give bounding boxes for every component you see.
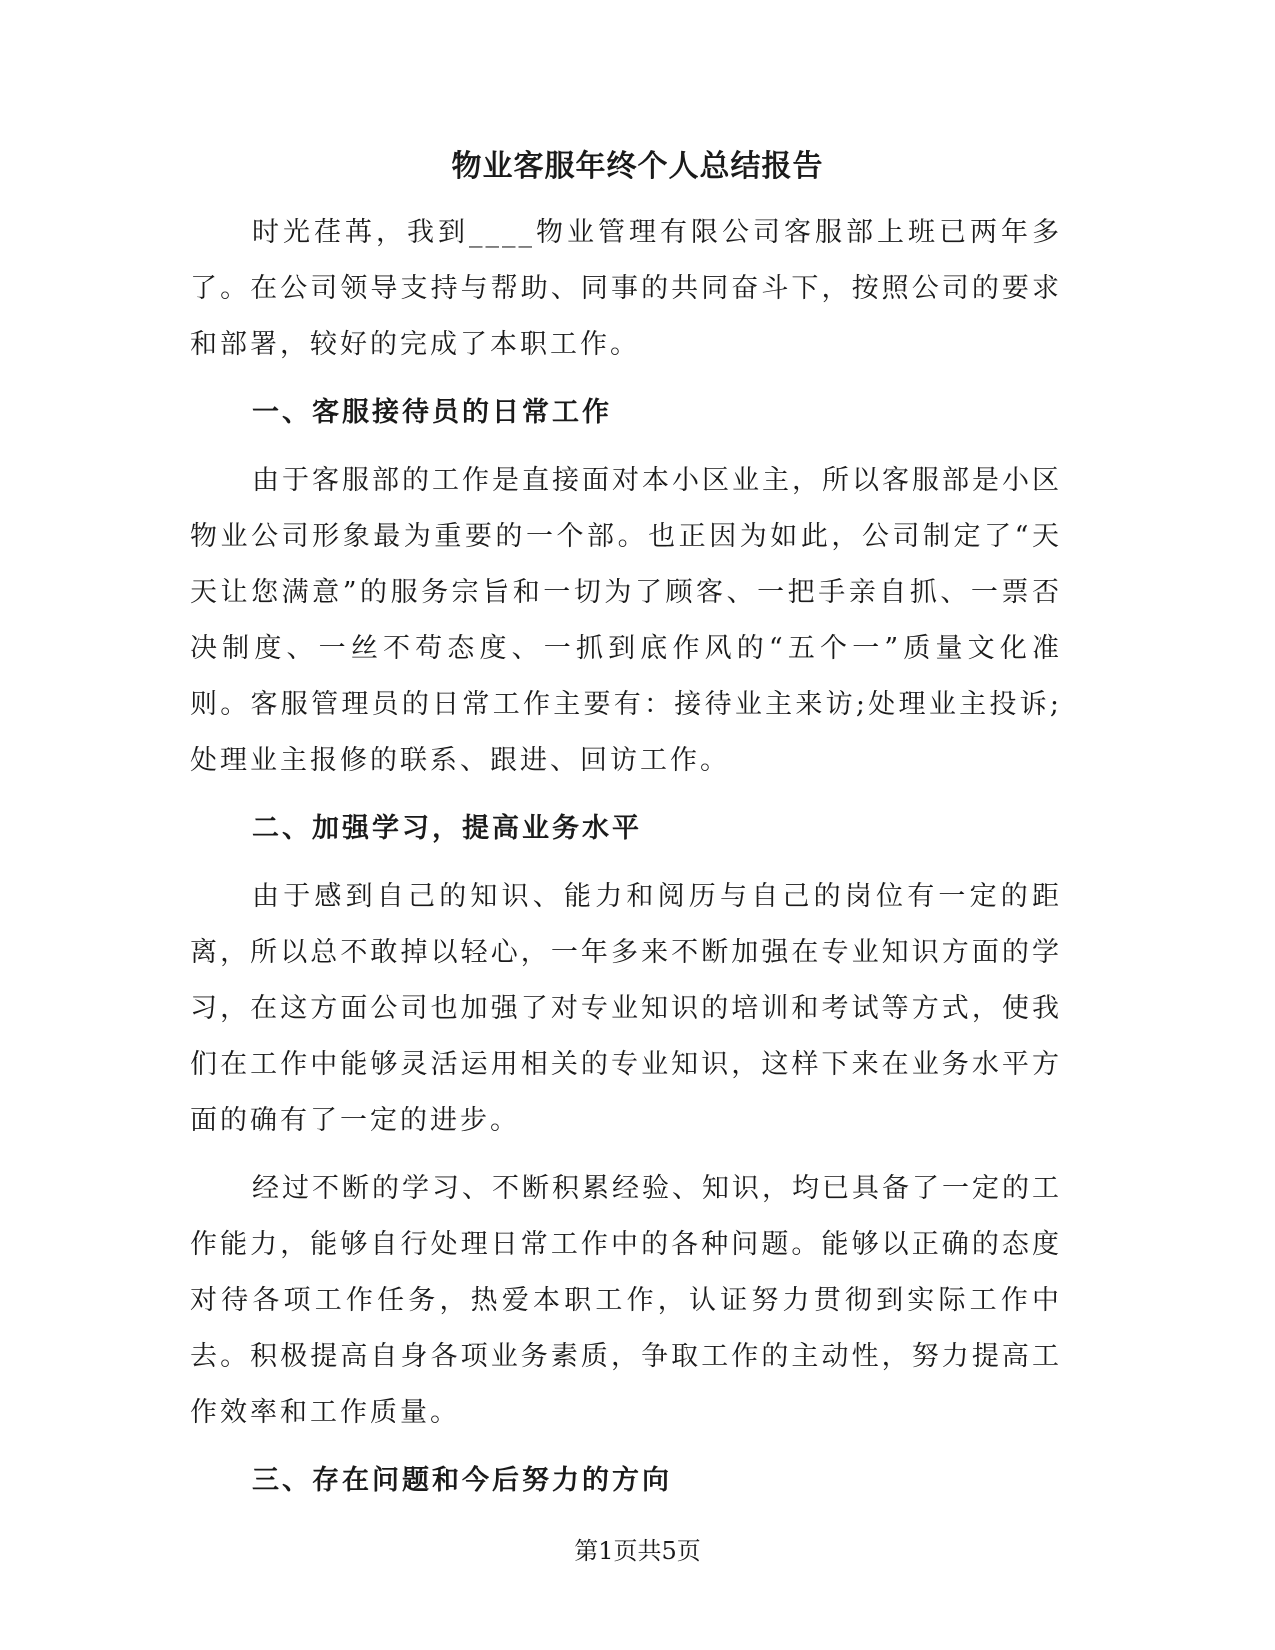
paragraph: 时光荏苒，我到____物业管理有限公司客服部上班已两年多了。在公司领导支持与帮助、同事的共同奋斗下，按照公司的要求和部署，较好的完成了本职工作。	[190, 217, 1062, 360]
page-number: 第1页共5页	[574, 1537, 701, 1565]
document-body	[190, 205, 1062, 1509]
section-heading: 一、客服接待员的日常工作	[252, 397, 612, 428]
section-heading: 三、存在问题和今后努力的方向	[252, 1465, 672, 1496]
paragraph: 由于感到自己的知识、能力和阅历与自己的岗位有一定的距离，所以总不敢掉以轻心，一年多来不断加强在专业知识方面的学习，在这方面公司也加强了对专业知识的培训和考试等方式，使我们在工作中能够灵活运用相关的专业知识，这样下来在业务水平方面的确有了一定的进步。	[190, 881, 1062, 1136]
document-title: 物业客服年终个人总结报告	[451, 149, 824, 184]
paragraph: 由于客服部的工作是直接面对本小区业主，所以客服部是小区物业公司形象最为重要的一个部。也正因为如此，公司制定了“天天让您满意”的服务宗旨和一切为了顾客、一把手亲自抓、一票否决制度、一丝不苟态度、一抓到底作风的“五个一”质量文化准则。客服管理员的日常工作主要有：接待业主来访;处理业主投诉;处理业主报修的联系、跟进、回访工作。	[190, 465, 1062, 776]
section-heading: 二、加强学习，提高业务水平	[252, 813, 642, 844]
paragraph: 经过不断的学习、不断积累经验、知识，均已具备了一定的工作能力，能够自行处理日常工作中的各种问题。能够以正确的态度对待各项工作任务，热爱本职工作，认证努力贯彻到实际工作中去。积极提高自身各项业务素质，争取工作的主动性，努力提高工作效率和工作质量。	[190, 1173, 1062, 1428]
